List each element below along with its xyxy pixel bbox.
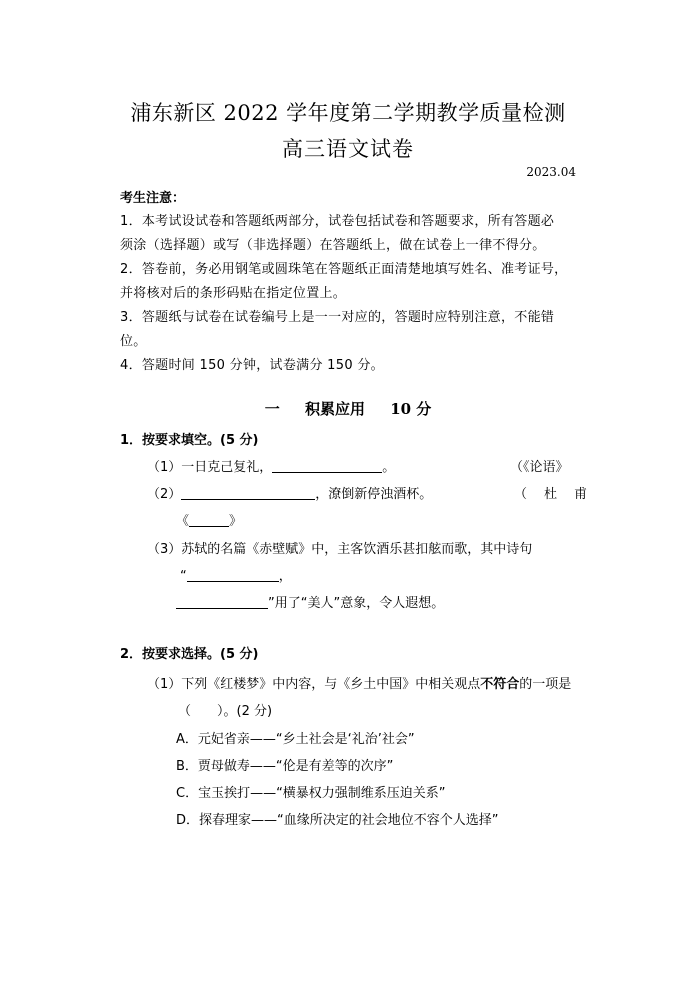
- q2-stem: [147, 673, 571, 692]
- q2-stem-emphasis: 不符合: [480, 677, 520, 692]
- q2-option-b[interactable]: B．贾母做寿——“伦是有差等的次序”: [176, 759, 394, 774]
- notice-line: 须涂（选择题）或写（非选择题）在答题纸上，做在试卷上一律不得分。: [120, 238, 546, 253]
- q1-item-2-prefix: （2）: [147, 487, 182, 502]
- q2-stem-line2: （ ）。(2 分): [178, 704, 273, 719]
- q1-item-2-book: [176, 510, 242, 529]
- q1-item-3: （3）苏轼的名篇《赤壁赋》中，主客饮酒乐甚扣舷而歌，其中诗句: [147, 542, 533, 557]
- q1-item-3-quote: [180, 565, 292, 584]
- notice-line: 4．答题时间 150 分钟，试卷满分 150 分。: [120, 358, 384, 373]
- q1-item-2: [147, 483, 432, 502]
- fill-blank[interactable]: [176, 595, 268, 609]
- fill-blank[interactable]: [189, 513, 229, 527]
- fill-blank[interactable]: [272, 459, 382, 473]
- exam-subtitle: 高三语文试卷: [282, 137, 414, 161]
- q2-stem-text: （1）下列《红楼梦》中内容，与《乡土中国》中相关观点: [147, 677, 481, 692]
- q2-option-a[interactable]: A．元妃省亲——“乡土社会是‘礼治’社会”: [176, 732, 415, 747]
- book-mark-close: 》: [229, 514, 243, 529]
- notice-line: 并将核对后的条形码贴在指定位置上。: [120, 286, 347, 301]
- question-2-heading: 2．按要求选择。(5 分): [120, 647, 259, 662]
- notice-line: 2．答卷前，务必用钢笔或圆珠笔在答题纸正面清楚地填写姓名、准考证号，: [120, 262, 568, 277]
- notice-line: 位。: [120, 334, 147, 349]
- notice-line: 1．本考试设试卷和答题纸两部分，试卷包括试卷和答题要求，所有答题必: [120, 214, 555, 229]
- q1-item-1-source: （《论语》: [510, 460, 569, 475]
- q2-stem-text-end: 的一项是: [519, 677, 572, 692]
- question-1-heading: 1．按要求填空。(5 分): [120, 433, 259, 448]
- section-name: 积累应用: [304, 400, 365, 418]
- exam-title: 浦东新区 2022 学年度第二学期教学质量检测: [130, 101, 566, 125]
- notice-heading: 考生注意：: [120, 191, 186, 206]
- section-number: 一: [264, 400, 280, 418]
- q1-item-3-tail-text: ”用了“美人”意象，令人遐想。: [268, 596, 445, 611]
- q1-item-1-suffix: 。: [382, 460, 396, 475]
- q2-option-d[interactable]: D．探春理家——“血缘所决定的社会地位不容个人选择”: [176, 813, 499, 828]
- section-heading: [0, 398, 696, 419]
- quote-open: “: [180, 569, 187, 584]
- q1-item-2-source: （ 杜 甫: [514, 487, 590, 502]
- exam-date: 2023.04: [526, 165, 576, 179]
- q1-item-3-tail: [176, 592, 444, 611]
- book-mark-open: 《: [176, 514, 190, 529]
- section-score: 10 分: [390, 400, 432, 418]
- q2-option-c[interactable]: C．宝玉挨打——“横暴权力强制维系压迫关系”: [176, 786, 446, 801]
- fill-blank[interactable]: [187, 568, 279, 582]
- q1-item-2-text: ，潦倒新停浊酒杯。: [315, 487, 433, 502]
- fill-blank[interactable]: [181, 486, 315, 500]
- notice-line: 3．答题纸与试卷在试卷编号上是一一对应的，答题时应特别注意，不能错: [120, 310, 555, 325]
- q1-item-1: [147, 456, 395, 475]
- quote-comma: ，: [278, 569, 292, 584]
- q1-item-1-text: （1）一日克己复礼，: [147, 460, 273, 475]
